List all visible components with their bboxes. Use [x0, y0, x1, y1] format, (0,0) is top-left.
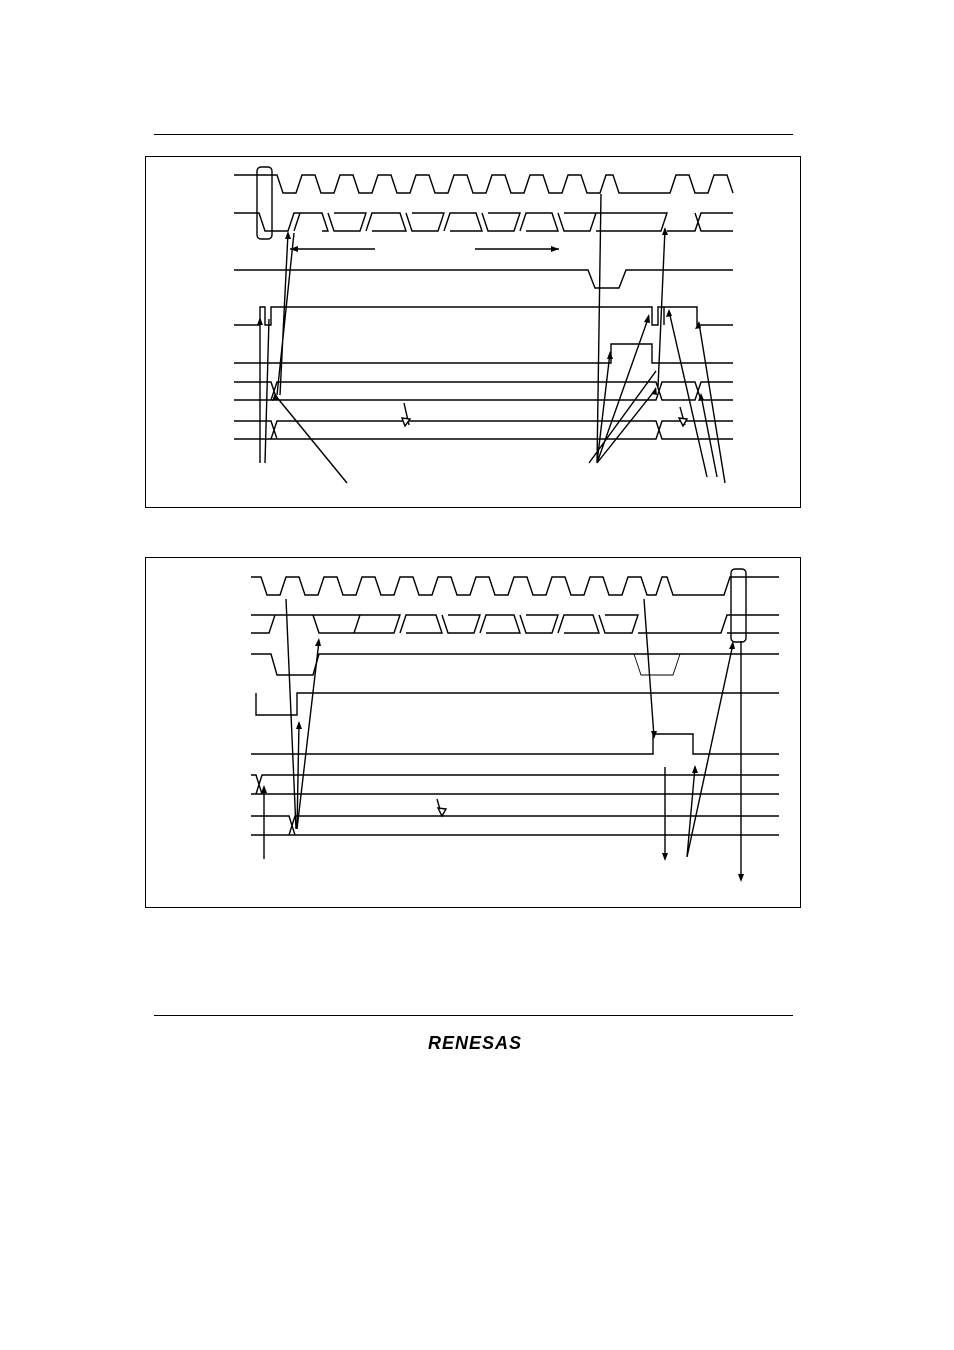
lower-busy-waveform [251, 734, 779, 754]
header-rule [154, 134, 793, 135]
lower-bus-waveforms [251, 775, 779, 835]
renesas-logo [414, 1030, 536, 1054]
upper-strobe-waveform [234, 270, 733, 288]
upper-busy-waveform [234, 344, 733, 363]
upper-timing-diagram [145, 156, 801, 508]
lower-data-waveform [251, 615, 779, 633]
lower-timing-diagram [145, 557, 801, 908]
upper-bus-waveforms [234, 382, 733, 439]
upper-clock-waveform [234, 175, 733, 193]
upper-ack-waveform [234, 307, 733, 325]
upper-waveforms [146, 157, 802, 509]
renesas-logo-text: RENESAS [427, 1033, 523, 1053]
lower-clock-waveform [251, 577, 779, 595]
lower-strobe-waveform [251, 654, 779, 675]
lower-waveforms [146, 558, 802, 909]
footer-rule [154, 1015, 793, 1016]
lower-ack-waveform [256, 693, 779, 715]
lower-strobe-dashed [634, 654, 680, 675]
upper-data-waveform [234, 213, 733, 231]
